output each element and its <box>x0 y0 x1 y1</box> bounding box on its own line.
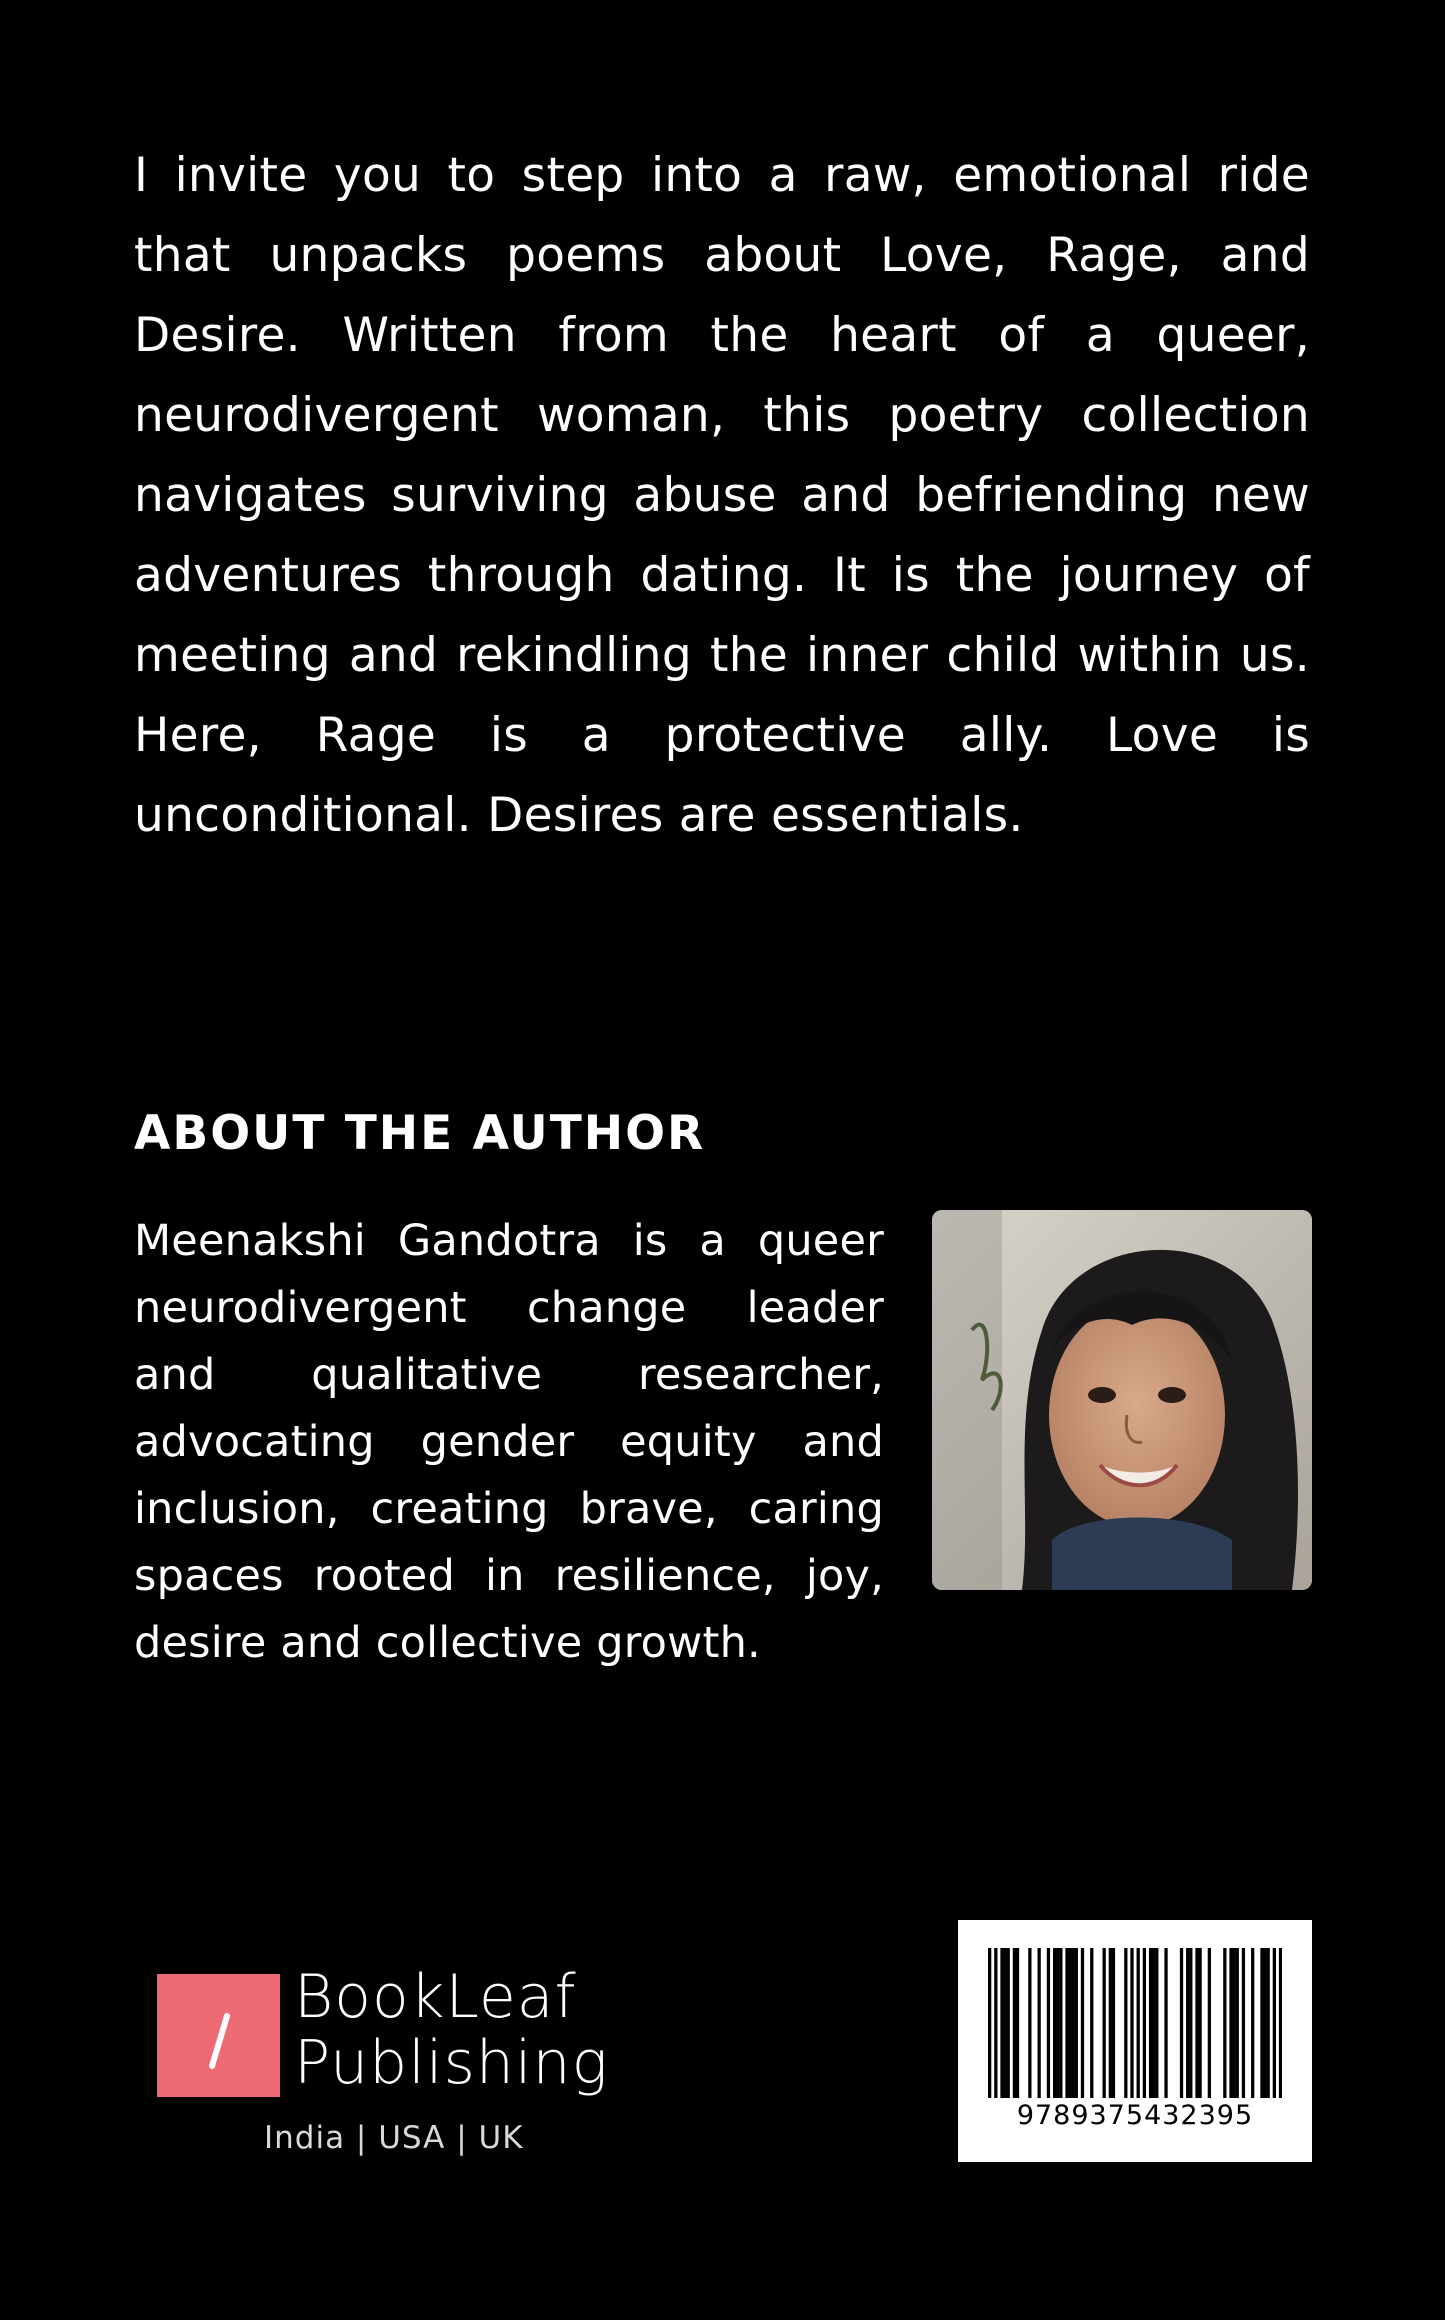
barcode-bar <box>1013 1948 1016 2098</box>
barcode-bar <box>1242 1948 1245 2098</box>
barcode-bar <box>1028 1948 1031 2098</box>
publisher-name <box>294 1964 609 2096</box>
barcode-bar <box>1059 1948 1062 2098</box>
publisher-logo <box>157 1962 617 2170</box>
barcode-bar <box>1164 1948 1167 2098</box>
barcode-bar <box>1047 1948 1050 2098</box>
author-photo <box>932 1210 1312 1590</box>
barcode-bar <box>1155 1948 1158 2098</box>
barcode-bar <box>1075 1948 1078 2098</box>
barcode-bars <box>988 1948 1282 2098</box>
barcode-bar <box>1103 1948 1106 2098</box>
barcode-bar <box>994 1948 997 2098</box>
barcode-bar <box>1189 1948 1192 2098</box>
barcode-bar <box>1000 1948 1003 2098</box>
barcode-bar <box>1267 1948 1270 2098</box>
barcode-bar <box>1130 1948 1133 2098</box>
barcode-bar <box>1229 1948 1232 2098</box>
barcode-bar <box>1198 1948 1201 2098</box>
slash-icon <box>157 1974 280 2097</box>
back-cover-blurb: I invite you to step into a raw, emotional ride that unpacks poems about Love, Rage, and Desire. Written from the heart of a queer, neurodivergent woman, this poetry collection navigates surviving abuse and befriending new adventures through dating. It is the journey of meeting and rekindling the inner child within us. Here, Rage is a protective ally. Love is unconditional. Desires are essentials. <box>134 148 1310 843</box>
isbn-number: 9789375432395 <box>1016 2100 1254 2131</box>
barcode-bar <box>1236 1948 1239 2098</box>
publisher-logo-mark <box>157 1974 280 2097</box>
barcode-bar <box>1186 1948 1189 2098</box>
barcode-bar <box>1137 1948 1140 2098</box>
barcode-bar <box>1279 1948 1282 2098</box>
barcode-bar <box>1068 1948 1071 2098</box>
barcode-bar <box>1260 1948 1263 2098</box>
barcode-bar <box>1152 1948 1155 2098</box>
barcode-bar <box>1090 1948 1093 2098</box>
barcode-bar <box>1056 1948 1059 2098</box>
barcode-bar <box>1232 1948 1235 2098</box>
barcode-bar <box>1195 1948 1198 2098</box>
barcode-bar <box>1007 1948 1010 2098</box>
barcode-bar <box>1109 1948 1112 2098</box>
barcode-bar <box>1149 1948 1152 2098</box>
author-bio: Meenakshi Gandotra is a queer neurodivergent change leader and qualitative researcher, advocating gender equity and inclusion, creating brave, caring spaces rooted in resilience, joy, desire and collective growth. <box>134 1216 884 1668</box>
barcode-bar <box>1273 1948 1276 2098</box>
barcode-bar <box>1038 1948 1041 2098</box>
barcode-bar <box>1180 1948 1183 2098</box>
barcode-bar <box>1053 1948 1056 2098</box>
barcode-bar <box>1072 1948 1075 2098</box>
publisher-name-line2: Publishing <box>294 2028 609 2098</box>
barcode-bar <box>1081 1948 1084 2098</box>
barcode-bar <box>1124 1948 1127 2098</box>
publisher-name-line1: BookLeaf <box>294 1962 577 2032</box>
about-author-heading: ABOUT THE AUTHOR <box>134 1106 706 1161</box>
barcode-bar <box>1208 1948 1211 2098</box>
barcode-bar <box>1143 1948 1146 2098</box>
barcode-bar <box>1263 1948 1266 2098</box>
barcode-bar <box>1016 1948 1019 2098</box>
barcode-bar <box>1003 1948 1006 2098</box>
barcode-bar <box>1251 1948 1254 2098</box>
barcode-bar <box>988 1948 991 2098</box>
publisher-regions: India | USA | UK <box>264 2120 524 2156</box>
barcode-bar <box>1112 1948 1115 2098</box>
barcode-bar <box>1065 1948 1068 2098</box>
barcode-bar <box>1223 1948 1226 2098</box>
isbn-barcode <box>958 1920 1312 2162</box>
